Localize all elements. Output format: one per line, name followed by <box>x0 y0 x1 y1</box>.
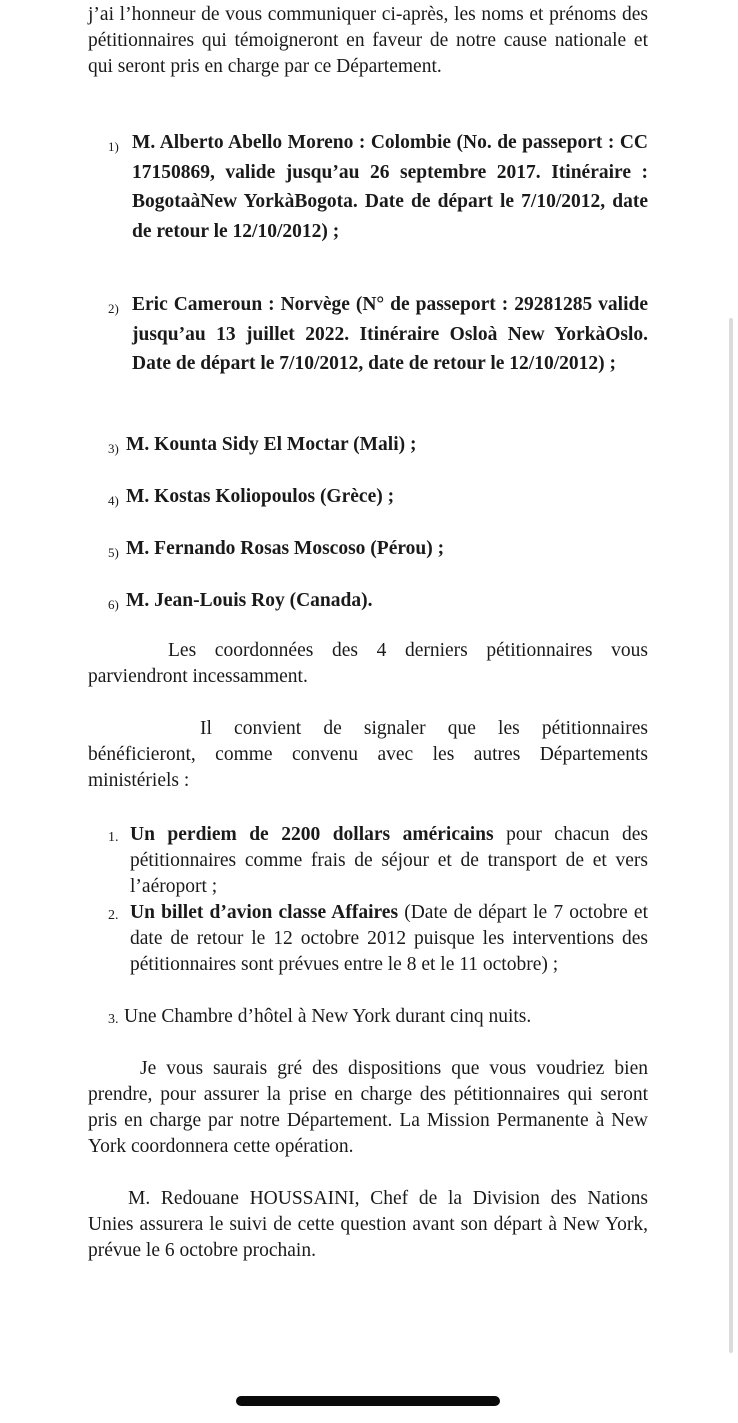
petitioner-text: M. Kostas Koliopoulos (Grèce) ; <box>126 486 395 507</box>
benefit-rest: Une Chambre d’hôtel à New York durant cinq nuits. <box>124 1006 532 1027</box>
petitioner-number: 4) <box>108 493 119 508</box>
petitioner-item-3 <box>108 430 648 460</box>
houssaini-paragraph: M. Redouane HOUSSAINI, Chef de la Division des Nations Unies assurera le suivi de cette question avant son départ à New York, prévue le 6 octobre prochain. <box>88 1188 648 1261</box>
petitioner-number: 3) <box>108 441 119 456</box>
gre-paragraph: Je vous saurais gré des dispositions que vous voudriez bien prendre, pour assurer la prise en charge des pétitionnaires qui seront pris en charge par notre Département. La Mission Permanente à New York coordonnera cette opération. <box>88 1058 648 1157</box>
petitioner-number: 2) <box>108 301 119 316</box>
benefit-item-2 <box>108 900 648 978</box>
benefit-number: 1. <box>108 830 119 845</box>
petitioner-item-4 <box>108 482 648 512</box>
petitioner-text: M. Jean-Louis Roy (Canada). <box>126 590 373 611</box>
intro-paragraph: j’ai l’honneur de vous communiquer ci-après, les noms et prénoms des pétitionnaires qui témoigneront en faveur de notre cause nationale et qui seront pris en charge par ce Département. <box>88 4 648 77</box>
petitioner-text: M. Kounta Sidy El Moctar (Mali) ; <box>126 434 417 455</box>
benefit-text <box>130 900 648 978</box>
petitioner-item-1 <box>108 128 648 246</box>
benefit-rest: pour chacun des pétitionnaires comme frais de séjour et de transport de et vers l’aéroport ; <box>130 824 648 897</box>
convient-paragraph: Il convient de signaler que les pétitionnaires bénéficieront, comme convenu avec les autres Départements ministériels : <box>88 718 648 791</box>
benefit-bold: Un perdiem de 2200 dollars américains <box>130 824 494 845</box>
scrollbar[interactable] <box>729 318 733 1353</box>
petitioner-item-2 <box>108 290 648 379</box>
benefit-item-1 <box>108 822 648 900</box>
petitioner-text: M. Fernando Rosas Moscoso (Pérou) ; <box>126 538 445 559</box>
petitioner-item-5 <box>108 534 648 564</box>
benefit-text <box>130 822 648 900</box>
benefit-number: 3. <box>108 1012 119 1027</box>
petitioner-number: 1) <box>108 139 119 154</box>
home-indicator[interactable] <box>236 1396 500 1406</box>
benefit-rest: (Date de départ le 7 octobre et date de retour le 12 octobre 2012 puisque les interventions des pétitionnaires sont prévues entre le 8 et le 11 octobre) ; <box>130 902 648 975</box>
benefit-bold: Un billet d’avion classe Affaires <box>130 902 399 923</box>
petitioner-number: 5) <box>108 545 119 560</box>
benefit-item-3 <box>108 1004 648 1030</box>
petitioner-number: 6) <box>108 597 119 612</box>
benefit-number: 2. <box>108 908 119 923</box>
petitioner-text: Eric Cameroun : Norvège (N° de passeport : 29281285 valide jusqu’au 13 juillet 2022. Itinéraire Osloà New YorkàOslo. Date de départ le 7/10/2012, date de retour le 12/10/2012) ; <box>132 294 648 374</box>
benefit-text <box>124 1004 648 1030</box>
petitioner-text: M. Alberto Abello Moreno : Colombie (No. de passeport : CC 17150869, valide jusqu’au 26 septembre 2017. Itinéraire : BogotaàNew YorkàBogota. Date de départ le 7/10/2012, date de retour le 12/10/2012) ; <box>132 132 648 242</box>
coordonnees-paragraph: Les coordonnées des 4 derniers pétitionnaires vous parviendront incessamment. <box>88 640 648 687</box>
petitioner-item-6 <box>108 586 648 616</box>
